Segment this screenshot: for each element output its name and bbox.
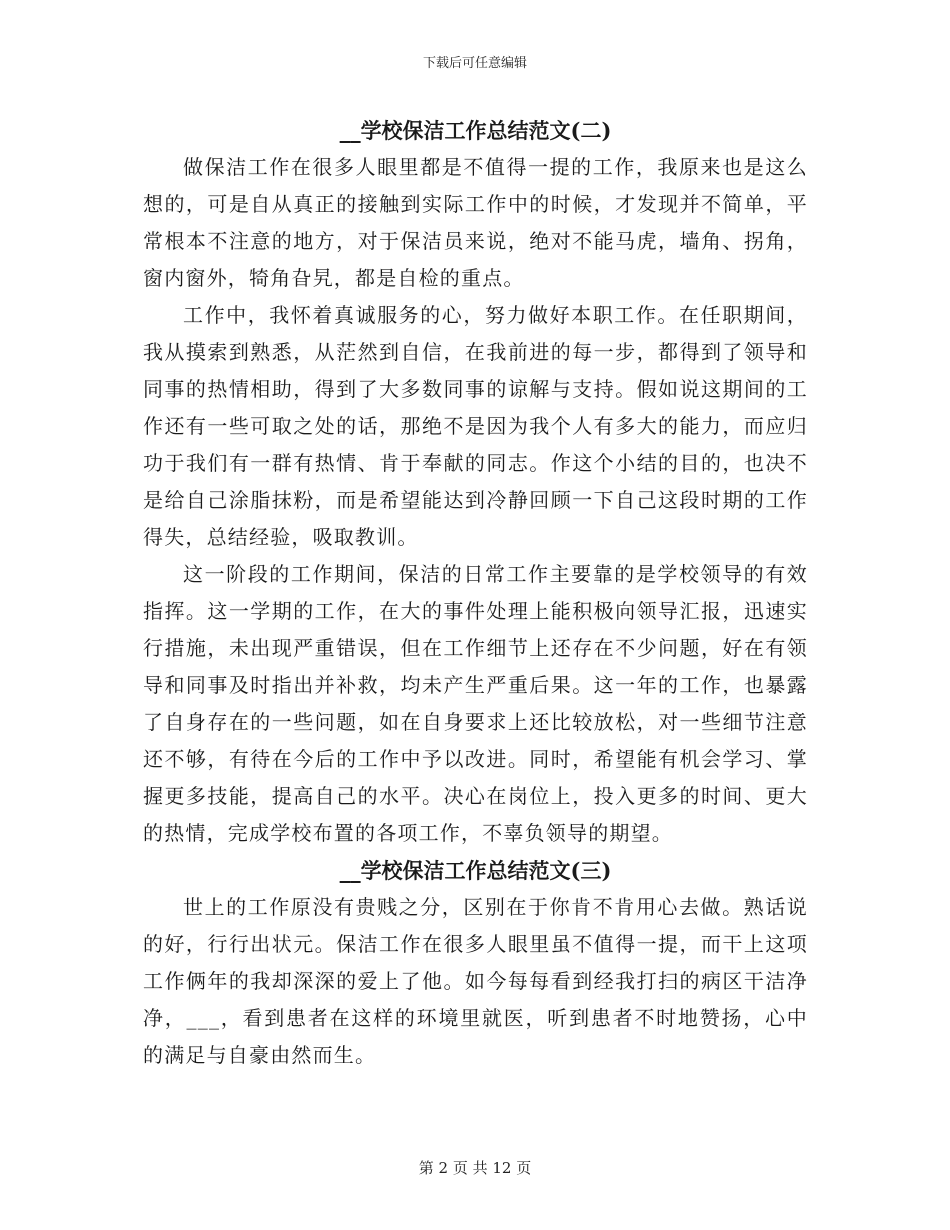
section-title-2: __学校保洁工作总结范文(二) bbox=[339, 118, 612, 143]
section-3-paragraph-1: 世上的工作原没有贵贱之分，区别在于你肯不肯用心去做。熟话说的好，行行出状元。保洁工作在很多人眼里虽不值得一提，而干上这项工作俩年的我却深深的爱上了他。如今每每看到经我打扫的病区干洁净净，___，看到患者在这样的环境里就医，听到患者不时地赞扬，心中的满足与自豪由然而生。 bbox=[143, 895, 808, 1067]
section-title-3: __学校保洁工作总结范文(三) bbox=[339, 858, 612, 883]
document-body bbox=[143, 112, 808, 1074]
page-number: 第 2 页 共 12 页 bbox=[418, 1159, 532, 1177]
section-2-paragraph-3: 这一阶段的工作期间，保洁的日常工作主要靠的是学校领导的有效指挥。这一学期的工作，在大的事件处理上能积极向领导汇报，迅速实行措施，未出现严重错误，但在工作细节上还存在不少问题，好在有领导和同事及时指出并补救，均未产生严重后果。这一年的工作，也暴露了自身存在的一些问题，如在自身要求上还比较放松，对一些细节注意还不够，有待在今后的工作中予以改进。同时，希望能有机会学习、掌握更多技能，提高自己的水平。决心在岗位上，投入更多的时间、更大的热情，完成学校布置的各项工作，不辜负领导的期望。 bbox=[143, 562, 808, 845]
section-2-paragraph-2: 工作中，我怀着真诚服务的心，努力做好本职工作。在任职期间，我从摸索到熟悉，从茫然到自信，在我前进的每一步，都得到了领导和同事的热情相助，得到了大多数同事的谅解与支持。假如说这期间的工作还有一些可取之处的话，那绝不是因为我个人有多大的能力，而应归功于我们有一群有热情、肯于奉献的同志。作这个小结的目的，也决不是给自己涂脂抹粉，而是希望能达到冷静回顾一下自己这段时期的工作得失，总结经验，吸取教训。 bbox=[143, 303, 808, 549]
page-header-note: 下载后可任意编辑 bbox=[422, 56, 527, 71]
section-2-paragraph-1: 做保洁工作在很多人眼里都是不值得一提的工作，我原来也是这么想的，可是自从真正的接触到实际工作中的时候，才发现并不简单，平常根本不注意的地方，对于保洁员来说，绝对不能马虎，墙角、拐角，窗内窗外，犄角旮旯，都是自检的重点。 bbox=[143, 155, 808, 290]
